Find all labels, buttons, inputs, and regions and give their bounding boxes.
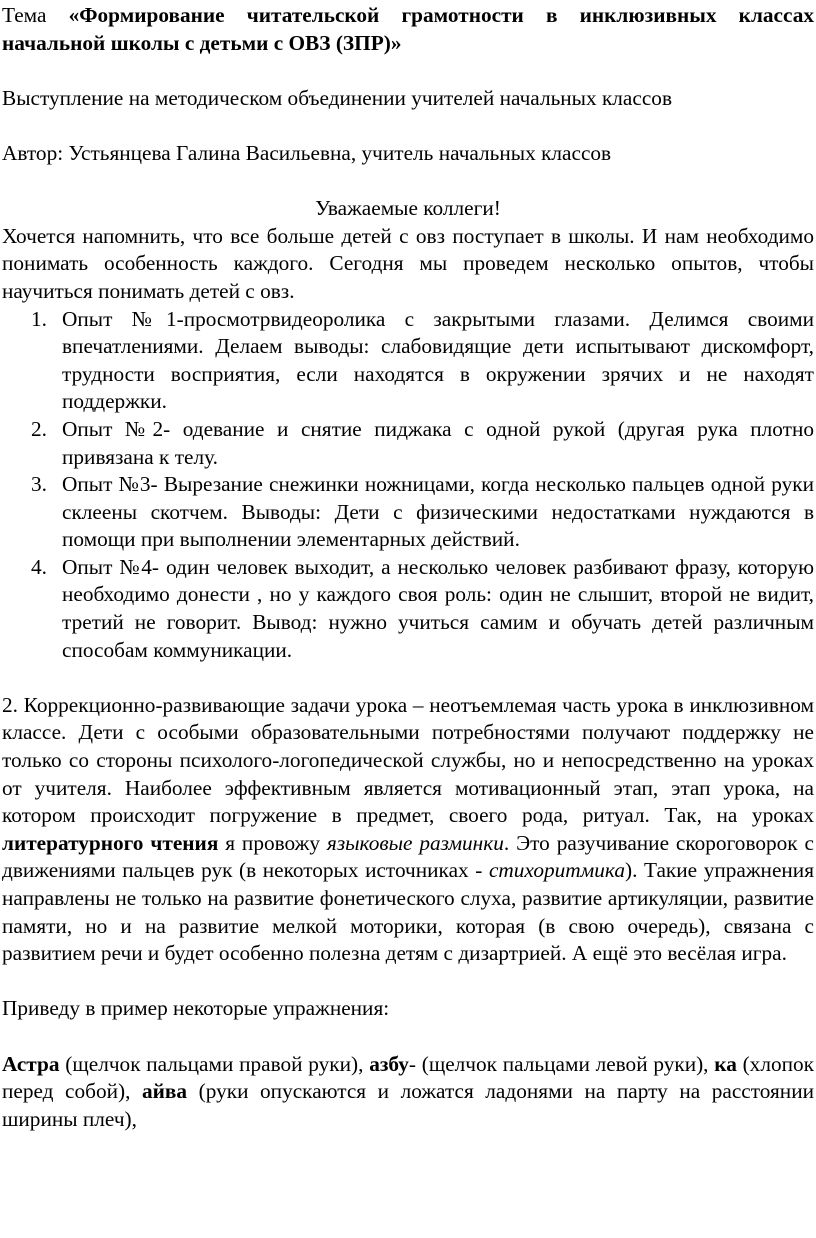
list-item-text: Опыт №3- Вырезание снежинки ножницами, когда несколько пальцев одной руки склеены скотчем. Выводы: Дети с физическими недостатками нуждаются в помощи при выполнении элементарных действий. <box>62 472 814 552</box>
exercise-word: азбу <box>369 1051 409 1076</box>
italic-term: стихоритмика <box>488 858 625 883</box>
spacer <box>2 112 814 140</box>
spacer <box>2 664 814 692</box>
exercise-word: айва <box>142 1079 188 1104</box>
list-item <box>31 471 814 554</box>
section-2-text: ). Такие упражнения направлены не только на развитие фонетического слуха, развитие артикуляции, развитие памяти, но и на развитие мелкой моторики, которая (в свою очередь), связана с развитием речи и будет особенно полезна детям с дизартрией. А ещё это весёлая игра. <box>2 858 814 966</box>
exercise-word: ка <box>714 1051 737 1076</box>
topic-heading <box>2 2 814 57</box>
list-item-text: Опыт №1-просмотрвидеоролика с закрытыми глазами. Делимся своими впечатлениями. Делаем выводы: слабовидящие дети испытывают дискомфорт, трудности восприятия, если находятся в окружении зрячих и не находят поддержки. <box>62 306 814 414</box>
intro-paragraph: Хочется напомнить, что все больше детей с овз поступает в школы. И нам необходимо понимать особенность каждого. Сегодня мы проведем несколько опытов, чтобы научиться понимать детей с овз. <box>2 223 814 303</box>
spacer <box>2 1023 814 1051</box>
section-2-text: я провожу <box>218 830 327 855</box>
section-2-text: 2. Коррекционно-развивающие задачи урока – неотъемлемая часть урока в инклюзивном классе. Дети с особыми образовательными потребностями получают поддержку не только со стороны психолого-логопедической службы, но и непосредственно на уроках от учителя. Наиболее эффективным является мотивационный этап, этап урока, на котором происходит погружение в предмет, своего рода, ритуал. Так, на уроках <box>2 692 814 828</box>
list-number: 3. <box>31 472 47 497</box>
exercise-word: Астра <box>2 1051 60 1076</box>
topic-prefix: Тема <box>2 3 69 27</box>
section-2-text: . Это разучивание скороговорок с движениями пальцев рук (в некоторых источниках - <box>2 830 814 883</box>
examples-intro: Приведу в пример некоторые упражнения: <box>2 996 390 1021</box>
italic-term: языковые разминки <box>326 830 504 855</box>
list-item <box>31 416 814 471</box>
topic-title: «Формирование читательской грамотности в инклюзивных классах начальной школы с детьми с ОВЗ (ЗПР)» <box>2 3 814 55</box>
exercise-text: (щелчок пальцами правой руки), <box>59 1051 370 1076</box>
exercises-paragraph <box>2 1051 814 1134</box>
list-item <box>31 306 814 416</box>
list-item <box>31 554 814 664</box>
list-number: 4. <box>31 554 47 579</box>
bold-subject: литературного чтения <box>2 830 219 855</box>
event-line: Выступление на методическом объединении учителей начальных классов <box>2 85 672 110</box>
exercise-text: (хлопок перед собой), <box>2 1051 814 1104</box>
exercise-text: - (щелчок пальцами левой руки), <box>408 1051 715 1076</box>
list-item-text: Опыт №4- один человек выходит, а несколько человек разбивают фразу, которую необходимо донести , но у каждого своя роль: один не слышит, второй не видит, третий не говорит. Вывод: нужно учиться самим и обучать детей различным способам коммуникации. <box>62 554 814 662</box>
list-item-text: Опыт №2- одевание и снятие пиджака с одной рукой (другая рука плотно привязана к телу. <box>62 416 814 469</box>
experiments-list <box>2 306 814 665</box>
spacer <box>2 968 814 996</box>
list-number: 1. <box>31 306 47 331</box>
spacer <box>2 57 814 85</box>
author-line: Автор: Устьянцева Галина Васильевна, учитель начальных классов <box>2 140 612 165</box>
exercise-text: (руки опускаются и ложатся ладонями на парту на расстоянии ширины плеч), <box>2 1079 814 1131</box>
section-2-paragraph <box>2 692 814 968</box>
spacer <box>2 168 814 196</box>
list-number: 2. <box>31 416 47 441</box>
greeting: Уважаемые коллеги! <box>315 196 501 221</box>
